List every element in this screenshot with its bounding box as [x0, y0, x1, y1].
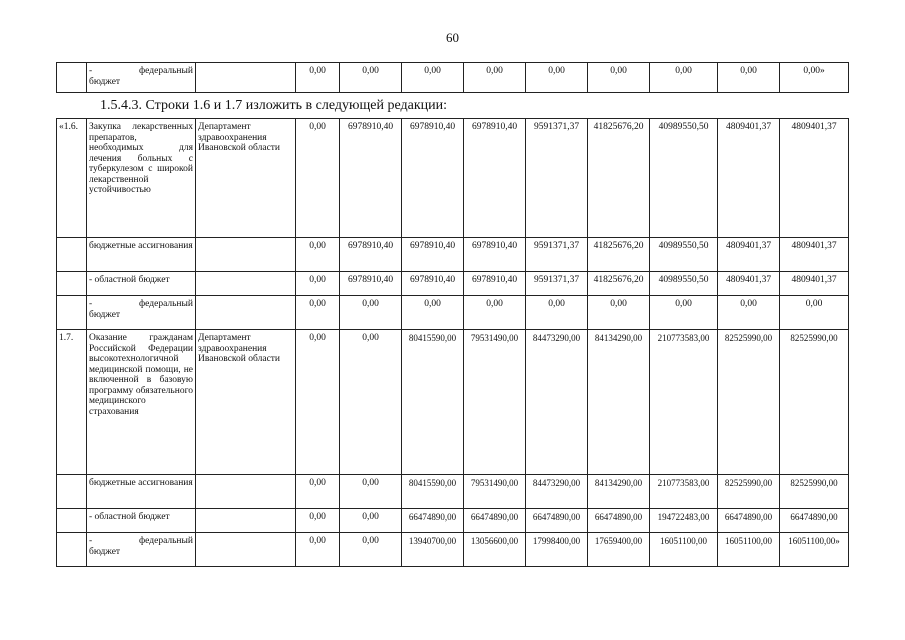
value-cell: 0,00 — [296, 296, 340, 330]
value-cell: 4809401,37 — [780, 238, 849, 272]
executor-cell — [196, 533, 296, 567]
row-number-cell — [57, 509, 87, 533]
value-cell: 84134290,00 — [588, 475, 650, 509]
value-cell: 41825676,20 — [588, 272, 650, 296]
value-cell: 0,00 — [526, 63, 588, 93]
table-row — [57, 533, 849, 567]
value-cell: 84473290,00 — [526, 330, 588, 475]
value-cell: 13056600,00 — [464, 533, 526, 567]
row-number-cell — [57, 296, 87, 330]
value-cell: 84473290,00 — [526, 475, 588, 509]
label-dash: - — [89, 536, 93, 546]
value-cell: 0,00 — [296, 475, 340, 509]
value-cell: 0,00 — [340, 533, 402, 567]
row-number-cell — [57, 272, 87, 296]
value-cell: 82525990,00 — [780, 330, 849, 475]
label-federal: федеральный — [139, 66, 193, 76]
executor-cell — [196, 296, 296, 330]
value-cell: 6978910,40 — [464, 119, 526, 238]
value-cell: 82525990,00 — [780, 475, 849, 509]
row-name-cell: Закупка лекарственных препаратов, необходимых для лечения больных с туберкулезом с широкой лекарственной устойчивостью — [87, 119, 196, 238]
value-cell: 66474890,00 — [718, 509, 780, 533]
value-cell: 4809401,37 — [718, 238, 780, 272]
value-cell: 210773583,00 — [650, 475, 718, 509]
value-cell: 16051100,00 — [650, 533, 718, 567]
value-cell: 6978910,40 — [340, 119, 402, 238]
value-cell: 0,00» — [780, 63, 849, 93]
value-cell: 0,00 — [296, 272, 340, 296]
table-row — [57, 272, 849, 296]
table-row — [57, 475, 849, 509]
value-cell: 0,00 — [526, 296, 588, 330]
value-cell: 82525990,00 — [718, 330, 780, 475]
table-row — [57, 238, 849, 272]
value-cell: 40989550,50 — [650, 272, 718, 296]
value-cell: 17998400,00 — [526, 533, 588, 567]
executor-cell — [196, 475, 296, 509]
value-cell: 0,00 — [296, 63, 340, 93]
value-cell: 6978910,40 — [340, 238, 402, 272]
value-cell: 0,00 — [402, 63, 464, 93]
value-cell: 17659400,00 — [588, 533, 650, 567]
table-top-fragment — [56, 62, 849, 93]
value-cell: 16051100,00» — [780, 533, 849, 567]
value-cell: 13940700,00 — [402, 533, 464, 567]
executor-cell: Департамент здравоохранения Ивановской области — [196, 330, 296, 475]
value-cell: 40989550,50 — [650, 119, 718, 238]
row-label-cell: - областной бюджет — [87, 272, 196, 296]
value-cell: 4809401,37 — [780, 272, 849, 296]
value-cell: 194722483,00 — [650, 509, 718, 533]
value-cell: 66474890,00 — [402, 509, 464, 533]
row-name-cell: Оказание гражданам Российской Федерации высокотехнологичной медицинской помощи, не включенной в базовую программу обязательного медицинского страхования — [87, 330, 196, 475]
table-row — [57, 63, 849, 93]
value-cell: 4809401,37 — [718, 119, 780, 238]
label-budget: бюджет — [89, 76, 121, 87]
value-cell: 0,00 — [650, 296, 718, 330]
label-federal: федеральный — [139, 536, 193, 546]
executor-cell — [196, 63, 296, 93]
value-cell: 6978910,40 — [340, 272, 402, 296]
value-cell: 84134290,00 — [588, 330, 650, 475]
value-cell: 0,00 — [296, 509, 340, 533]
value-cell: 16051100,00 — [718, 533, 780, 567]
value-cell: 0,00 — [340, 509, 402, 533]
value-cell: 9591371,37 — [526, 272, 588, 296]
value-cell: 0,00 — [718, 63, 780, 93]
value-cell: 41825676,20 — [588, 119, 650, 238]
row-label-cell — [87, 296, 196, 330]
value-cell: 40989550,50 — [650, 238, 718, 272]
value-cell: 79531490,00 — [464, 330, 526, 475]
value-cell: 6978910,40 — [402, 238, 464, 272]
value-cell: 0,00 — [402, 296, 464, 330]
value-cell: 0,00 — [340, 296, 402, 330]
label-dash: - — [89, 299, 93, 309]
value-cell: 41825676,20 — [588, 238, 650, 272]
value-cell: 0,00 — [296, 330, 340, 475]
value-cell: 9591371,37 — [526, 119, 588, 238]
row-label-cell: бюджетные ассигнования — [87, 238, 196, 272]
value-cell: 4809401,37 — [780, 119, 849, 238]
value-cell: 82525990,00 — [718, 475, 780, 509]
value-cell: 0,00 — [650, 63, 718, 93]
value-cell: 0,00 — [296, 238, 340, 272]
value-cell: 0,00 — [340, 330, 402, 475]
value-cell: 0,00 — [780, 296, 849, 330]
label-federal: федеральный — [139, 299, 193, 309]
value-cell: 0,00 — [296, 533, 340, 567]
value-cell: 66474890,00 — [526, 509, 588, 533]
row-number-cell — [57, 238, 87, 272]
table-row-section-1-7 — [57, 330, 849, 475]
value-cell: 0,00 — [718, 296, 780, 330]
executor-cell — [196, 272, 296, 296]
row-number-cell: «1.6. — [57, 119, 87, 238]
value-cell: 0,00 — [588, 63, 650, 93]
executor-cell: Департамент здравоохранения Ивановской области — [196, 119, 296, 238]
value-cell: 66474890,00 — [464, 509, 526, 533]
table-main — [56, 118, 849, 567]
row-number-cell — [57, 63, 87, 93]
value-cell: 66474890,00 — [588, 509, 650, 533]
amendment-caption: 1.5.4.3. Строки 1.6 и 1.7 изложить в следующей редакции: — [100, 98, 447, 113]
value-cell: 6978910,40 — [464, 272, 526, 296]
label-dash: - — [89, 66, 93, 76]
row-label-cell: бюджетные ассигнования — [87, 475, 196, 509]
value-cell: 79531490,00 — [464, 475, 526, 509]
value-cell: 210773583,00 — [650, 330, 718, 475]
value-cell: 80415590,00 — [402, 475, 464, 509]
value-cell: 0,00 — [340, 63, 402, 93]
value-cell: 66474890,00 — [780, 509, 849, 533]
table-row — [57, 509, 849, 533]
value-cell: 80415590,00 — [402, 330, 464, 475]
value-cell: 6978910,40 — [402, 119, 464, 238]
table-row — [57, 296, 849, 330]
value-cell: 4809401,37 — [718, 272, 780, 296]
value-cell: 0,00 — [588, 296, 650, 330]
row-number-cell: 1.7. — [57, 330, 87, 475]
table-row-section-1-6 — [57, 119, 849, 238]
value-cell: 0,00 — [464, 63, 526, 93]
executor-cell — [196, 238, 296, 272]
row-number-cell — [57, 533, 87, 567]
label-budget: бюджет — [89, 546, 121, 557]
value-cell: 0,00 — [464, 296, 526, 330]
value-cell: 9591371,37 — [526, 238, 588, 272]
value-cell: 6978910,40 — [402, 272, 464, 296]
value-cell: 6978910,40 — [464, 238, 526, 272]
row-number-cell — [57, 475, 87, 509]
label-budget: бюджет — [89, 309, 121, 320]
page-number: 60 — [446, 30, 459, 45]
row-label-cell — [87, 533, 196, 567]
value-cell: 0,00 — [340, 475, 402, 509]
row-label-cell — [87, 63, 196, 93]
row-label-cell: - областной бюджет — [87, 509, 196, 533]
value-cell: 0,00 — [296, 119, 340, 238]
executor-cell — [196, 509, 296, 533]
